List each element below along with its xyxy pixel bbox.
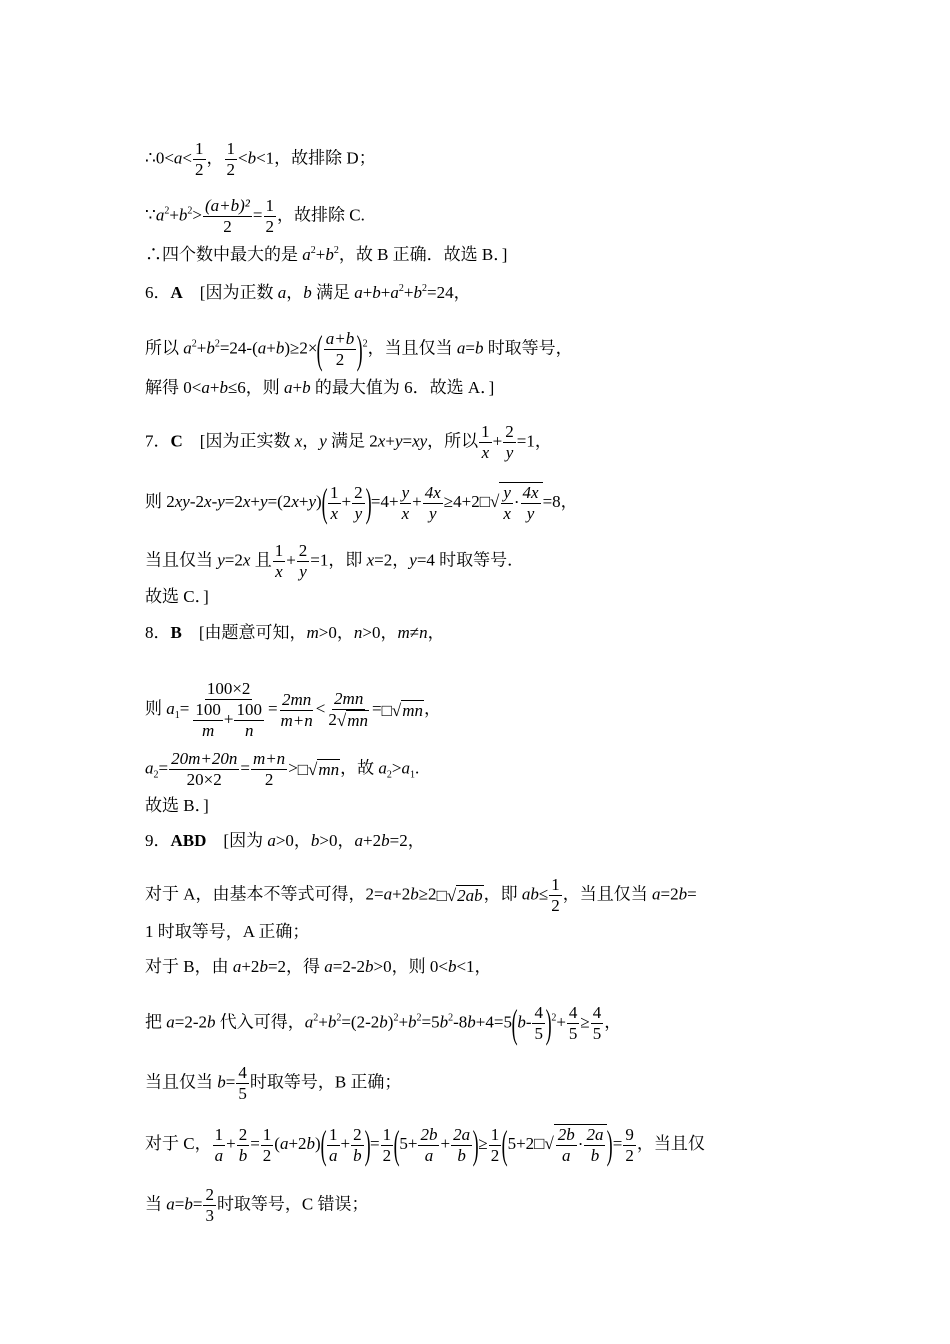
left-paren: ( [393,1122,400,1167]
fraction: $\frac{1}{x}$ [330,482,339,523]
fraction: $\frac{2mn}{m+n}$ [280,689,313,730]
fraction: $\frac{4x}{y}$ [522,483,539,523]
fraction: $\frac{2}{3}$ [205,1185,214,1225]
solution-line-5: 所以 $a^2+b^2=24-(a+b)\ge 2\times$( $\frac{a+b}{2}$ )$^2$，当且仅当 a=b 时取等号， [145,326,573,372]
fraction: $\frac{2a}{b}$ [453,1124,471,1165]
square-root: □√ $\frac{2b}{a}$ · $\frac{2a}{b}$ [534,1124,607,1166]
fraction: $\frac{9}{2}$ [625,1124,634,1165]
square-root: □√mn [297,760,340,779]
fraction: $\frac{1}{2}$ [265,196,274,236]
fraction: $\frac{100}{m}$ [195,700,221,740]
fraction: $\frac{1}{2}$ [262,1124,272,1165]
fraction: $\frac{4}{5}$ [592,1003,602,1043]
fraction: $\frac{1}{x}$ [481,422,490,462]
fraction: $\frac{2}{b}$ [353,1124,362,1165]
radical-icon: √ [336,711,347,731]
solution-line-1: ∴0<a< $\frac{1}{2}$ ， $\frac{1}{2}$ <b<1，故排除 D； [145,139,376,179]
fraction: $\frac{1}{2}$ [551,875,560,915]
fraction: $\frac{100}{n}$ [236,700,262,740]
solution-line-21: 对于 C， $\frac{1}{a}$ + $\frac{2}{b}$ = $\frac{1}{2}$ (a+2b)( $\frac{1}{a}$ + $\frac{2}{b}$ )= $\frac{1}{2}$ (5+ $\frac{2b}{a}$ + $\frac{2a}{b}$ )≥ $\frac{1}{2}$ (5+2□√ $\frac{2b}{a}$ · $\frac{2a}{b}$ )= $\frac{9}{2}$ ，当且仅 [145,1122,705,1167]
fraction: $\frac{1}{a}$ [214,1124,224,1165]
fraction: $\frac{20m+20n}{20\times 2}$ [171,749,238,789]
fraction: $\frac{2b}{a}$ [557,1125,575,1165]
left-paren: ( [511,1000,518,1046]
left-paren: ( [321,480,328,525]
right-paren: ) [356,326,363,372]
fraction: $\frac{2mn}{2√mn}$ [328,688,368,731]
question-9-header: 9．ABD [因为 a>0，b>0，a+2b=2， [145,831,425,850]
solution-line-6: 解得 0<a+b≤6，则 a+b 的最大值为 6．故选 A．] [145,378,495,397]
solution-line-8: 则 2xy-2x-y=2x+y=(2x+y)( $\frac{1}{x}$ + $\frac{2}{y}$ )=4+ $\frac{y}{x}$ + $\frac{4x}{y}$ ≥4+2□√ $\frac{y}{x}$ · $\frac{4x}{y}$ =8， [145,480,578,525]
fraction: $\frac{1}{x}$ [274,541,284,581]
fraction: $\frac{2b}{a}$ [420,1124,438,1165]
square-root: □√2ab [436,886,483,905]
solution-line-17: 1 时取等号，A 正确； [145,922,310,941]
right-paren: ) [364,1122,371,1167]
fraction: $\frac{2}{b}$ [238,1124,248,1165]
left-paren: ( [501,1122,508,1167]
radical-icon: □√ [436,886,457,905]
fraction: $\frac{y}{x}$ [503,483,511,523]
solution-line-12: 则 $a_1=$ 100×2 $\frac{100}{m}$ + $\frac{100}{n}$ = $\frac{2mn}{m+n}$ < $\frac{2mn}{2√mn}$ =□√mn， [145,679,441,740]
fraction: $\frac{2}{y}$ [505,422,514,462]
radical-icon: □√ [479,492,500,512]
fraction: $\frac{1}{2}$ [226,139,235,179]
right-paren: ) [545,1000,552,1046]
fraction: $\frac{a+b}{2}$ [325,329,355,369]
solution-line-19: 把 a=2-2b 代入可得，$a^2+b^2=(2-2b)^2+b^2=5b^2-8b+4=5(b-$ $\frac{4}{5}$ )$^2$+ $\frac{4}{5}$ ≥ $\frac{4}{5}$ ， [145,1000,622,1046]
right-paren: ) [472,1122,479,1167]
radical-icon: □√ [534,1134,554,1154]
solution-line-14: 故选 B．] [145,796,209,815]
square-root: □√mn [381,700,423,720]
solution-line-13: $a_2=$ $\frac{20m+20n}{20\times 2}$ = $\frac{m+n}{2}$ >□√mn，故 $a_2>a_1$. [145,749,420,789]
left-paren: ( [320,1122,327,1167]
right-paren: ) [365,480,372,525]
solution-line-16: 对于 A，由基本不等式可得，2=a+2b≥2□√2ab，即 ab≤ $\frac{1}{2}$ ，当且仅当 a=2b= [145,875,697,915]
fraction: $\frac{\text{(a+b)²}}{2}$ [205,196,250,236]
solution-line-3: ∴四个数中最大的是 $a^2+b^2$，故 B 正确．故选 B．] [145,245,508,264]
square-root: □√ $\frac{y}{x}$ · $\frac{4x}{y}$ [480,482,543,524]
solution-line-22: 当 a=b= $\frac{2}{3}$ 时取等号，C 错误； [145,1185,369,1225]
fraction: $\frac{4x}{y}$ [424,482,441,523]
solution-line-10: 故选 C．] [145,587,209,606]
fraction: $\frac{4}{5}$ [568,1003,578,1043]
question-7-header: 7．C [因为正实数 x，y 满足 2x+y=xy，所以 $\frac{1}{x}$ + $\frac{2}{y}$ =1， [145,422,552,462]
left-paren: ( [317,326,324,372]
solution-line-2: $\because a^2+b^2>$ $\frac{\text{(a+b)²}}{2}$ = $\frac{1}{2}$ ，故排除 C. [145,196,365,236]
solution-line-20: 当且仅当 b= $\frac{4}{5}$ 时取等号，B 正确； [145,1063,402,1103]
solution-line-18: 对于 B，由 a+2b=2，得 a=2-2b>0，则 0<b<1， [145,957,492,976]
question-6-header: 6．A [因为正数 a，b 满足 $a+b+a^2+b^2=24$， [145,283,471,302]
fraction: $\frac{m+n}{2}$ [252,749,286,789]
fraction: $\frac{2a}{b}$ [586,1125,604,1165]
radical-icon: □√ [381,700,402,720]
fraction: $\frac{y}{x}$ [401,482,410,523]
radical-icon: □√ [297,760,318,779]
solution-line-9: 当且仅当 y=2x 且 $\frac{1}{x}$ + $\frac{2}{y}$ =1，即 x=2，y=4 时取等号． [145,541,525,581]
fraction: $\frac{4}{5}$ [238,1063,247,1103]
fraction: $\frac{1}{2}$ [382,1124,392,1165]
fraction: $\frac{2}{y}$ [354,482,363,523]
fraction: $\frac{1}{a}$ [329,1124,338,1165]
question-8-header: 8．B [由题意可知，m>0，n>0，m≠n， [145,623,445,642]
fraction: $\frac{4}{5}$ [534,1003,543,1043]
square-root: √mn [336,711,368,731]
compound-fraction: 100×2 $\frac{100}{m}$ + $\frac{100}{n}$ [195,679,262,740]
fraction: $\frac{1}{2}$ [195,139,204,179]
fraction: $\frac{2}{y}$ [298,541,308,581]
fraction: $\frac{1}{2}$ [490,1124,500,1165]
right-paren: ) [607,1122,614,1167]
